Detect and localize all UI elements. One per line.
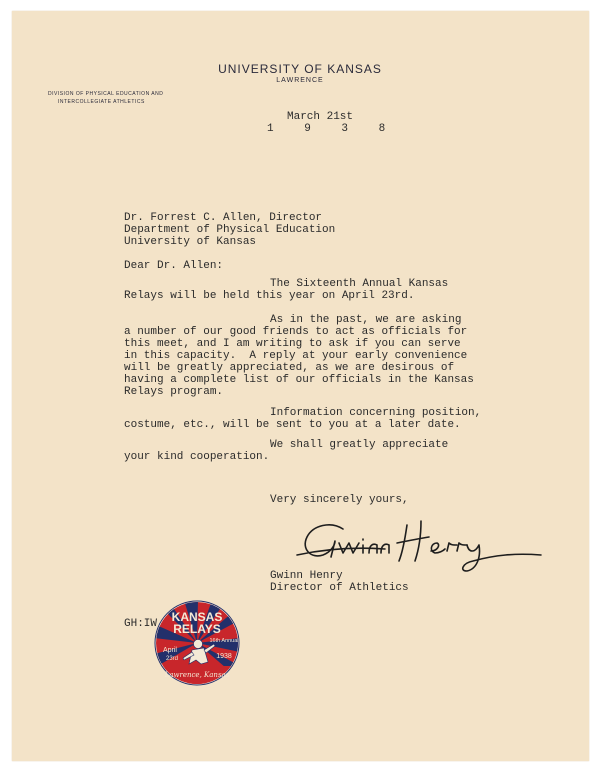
body-p2-line2: a number of our good friends to act as officials for (124, 326, 468, 338)
letterhead-city: LAWRENCE (276, 77, 324, 84)
body-p2-line4: in this capacity. A reply at your early convenience (124, 350, 468, 362)
body-p2-line3: this meet, and I am writing to ask if you can serve (124, 338, 461, 350)
typist-initials: GH:IW (124, 618, 158, 630)
sticker-kansas: KANSAS (171, 610, 223, 624)
body-p3-line1: Information concerning position, (270, 407, 482, 419)
body-p1-line1: The Sixteenth Annual Kansas (270, 278, 449, 290)
sticker-month: April (162, 647, 178, 654)
division-line-1: DIVISION OF PHYSICAL EDUCATION AND (48, 91, 164, 97)
closing: Very sincerely yours, (270, 494, 409, 506)
date-year: 1 9 3 8 (267, 123, 398, 135)
body-p2-line7: Relays program. (124, 386, 224, 398)
sticker-relays: RELAYS (173, 622, 221, 636)
sticker-place: Lawrence, Kansas (164, 671, 230, 679)
sticker-day: 23rd (165, 656, 179, 662)
body-p2-line5: will be greatly appreciated, as we are desirous of (124, 362, 455, 374)
division-line-2: INTERCOLLEGIATE ATHLETICS (58, 99, 145, 105)
letterhead-institution: UNIVERSITY OF KANSAS (218, 62, 382, 76)
recipient-institution: University of Kansas (124, 236, 257, 248)
date-line: March 21st (287, 111, 354, 123)
sticker-year: 1938 (216, 653, 232, 660)
body-p4-line2: your kind cooperation. (124, 451, 270, 463)
body-p1-line2: Relays will be held this year on April 23rd. (124, 290, 415, 302)
signer-title: Director of Athletics (270, 582, 409, 594)
sticker-edition: 16th Annual (209, 638, 239, 644)
handwritten-signature (295, 515, 550, 575)
body-p2-line6: having a complete list of our officials in the Kansas (124, 374, 474, 386)
recipient-name: Dr. Forrest C. Allen, Director (124, 212, 323, 224)
body-p4-line1: We shall greatly appreciate (270, 439, 449, 451)
recipient-department: Department of Physical Education (124, 224, 336, 236)
body-p3-line2: costume, etc., will be sent to you at a later date. (124, 419, 461, 431)
signer-name: Gwinn Henry (270, 570, 343, 582)
letterhead-division (48, 90, 163, 106)
salutation: Dear Dr. Allen: (124, 260, 224, 272)
kansas-relays-sticker (154, 600, 240, 686)
body-p2-line1: As in the past, we are asking (270, 314, 462, 326)
